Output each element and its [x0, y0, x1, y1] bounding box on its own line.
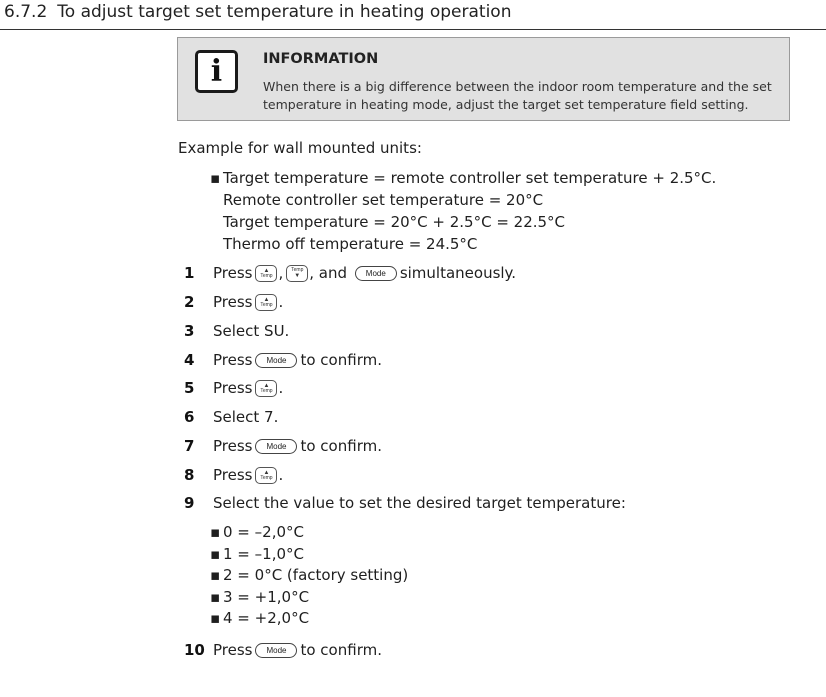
- temp-up-button-icon: ▲ Temp: [255, 265, 277, 282]
- step-1: 1 Press ▲ Temp , Temp ▼ , and Mode simultaneously.: [184, 264, 517, 282]
- bullet-icon: ▪: [210, 566, 221, 584]
- example-line: Remote controller set temperature = 20°C: [223, 191, 544, 209]
- step-5: 5 Press ▲ Temp .: [184, 379, 284, 397]
- mode-button-icon: Mode: [255, 439, 297, 454]
- step-number: 1: [184, 264, 195, 282]
- step-3: 3 Select SU.: [184, 322, 290, 340]
- value-item: ▪ 3 = +1,0°C: [210, 587, 408, 609]
- step-number: 2: [184, 293, 195, 311]
- bullet-icon: ▪: [210, 587, 221, 606]
- step-number: 10: [184, 641, 205, 659]
- value-item: ▪ 0 = –2,0°C: [210, 522, 408, 544]
- section-heading: [4, 2, 511, 22]
- temp-down-button-icon: Temp ▼: [286, 265, 308, 282]
- temp-up-button-icon: ▲ Temp: [255, 380, 277, 397]
- information-text: When there is a big difference between the indoor room temperature and the set temperature in heating mode, adjust the target set temperature field setting.: [263, 79, 772, 112]
- mode-button-icon: Mode: [355, 266, 397, 281]
- step-number: 6: [184, 408, 195, 426]
- bullet-icon: ▪: [210, 523, 221, 541]
- step-9: 9 Select the value to set the desired target temperature:: [184, 494, 626, 512]
- example-list: [210, 167, 716, 255]
- example-line: ▪ Target temperature = remote controller set temperature + 2.5°C.: [210, 169, 717, 187]
- section-title: To adjust target set temperature in heating operation: [57, 2, 512, 22]
- step-number: 5: [184, 379, 195, 397]
- step-7: 7 Press Mode to confirm.: [184, 437, 382, 455]
- step-number: 9: [184, 494, 195, 512]
- heading-rule: [0, 29, 826, 30]
- value-item: ▪ 1 = –1,0°C: [210, 544, 408, 566]
- temp-up-button-icon: ▲ Temp: [255, 467, 277, 484]
- mode-button-icon: Mode: [255, 353, 297, 368]
- example-line: Thermo off temperature = 24.5°C: [223, 235, 478, 253]
- step-number: 4: [184, 351, 195, 369]
- value-list: [210, 522, 408, 630]
- temp-up-button-icon: ▲ Temp: [255, 294, 277, 311]
- step-number: 8: [184, 466, 195, 484]
- information-box: [177, 37, 790, 121]
- bullet-icon: ▪: [210, 169, 221, 187]
- step-4: 4 Press Mode to confirm.: [184, 351, 382, 369]
- value-item: ▪ 4 = +2,0°C: [210, 608, 408, 630]
- example-line: Target temperature = 20°C + 2.5°C = 22.5°C: [223, 213, 566, 231]
- mode-button-icon: Mode: [255, 643, 297, 658]
- step-2: 2 Press ▲ Temp .: [184, 293, 284, 311]
- step-10: 10 Press Mode to confirm.: [184, 641, 382, 659]
- step-number: 7: [184, 437, 195, 455]
- information-heading: INFORMATION: [263, 51, 379, 67]
- info-icon: i: [195, 50, 238, 93]
- step-6: 6 Select 7.: [184, 408, 279, 426]
- step-number: 3: [184, 322, 195, 340]
- bullet-icon: ▪: [210, 544, 221, 563]
- bullet-icon: ▪: [210, 609, 221, 627]
- step-8: 8 Press ▲ Temp .: [184, 466, 284, 484]
- section-number: 6.7.2: [4, 2, 48, 22]
- example-label: Example for wall mounted units:: [178, 139, 422, 157]
- value-item: ▪ 2 = 0°C (factory setting): [210, 565, 408, 587]
